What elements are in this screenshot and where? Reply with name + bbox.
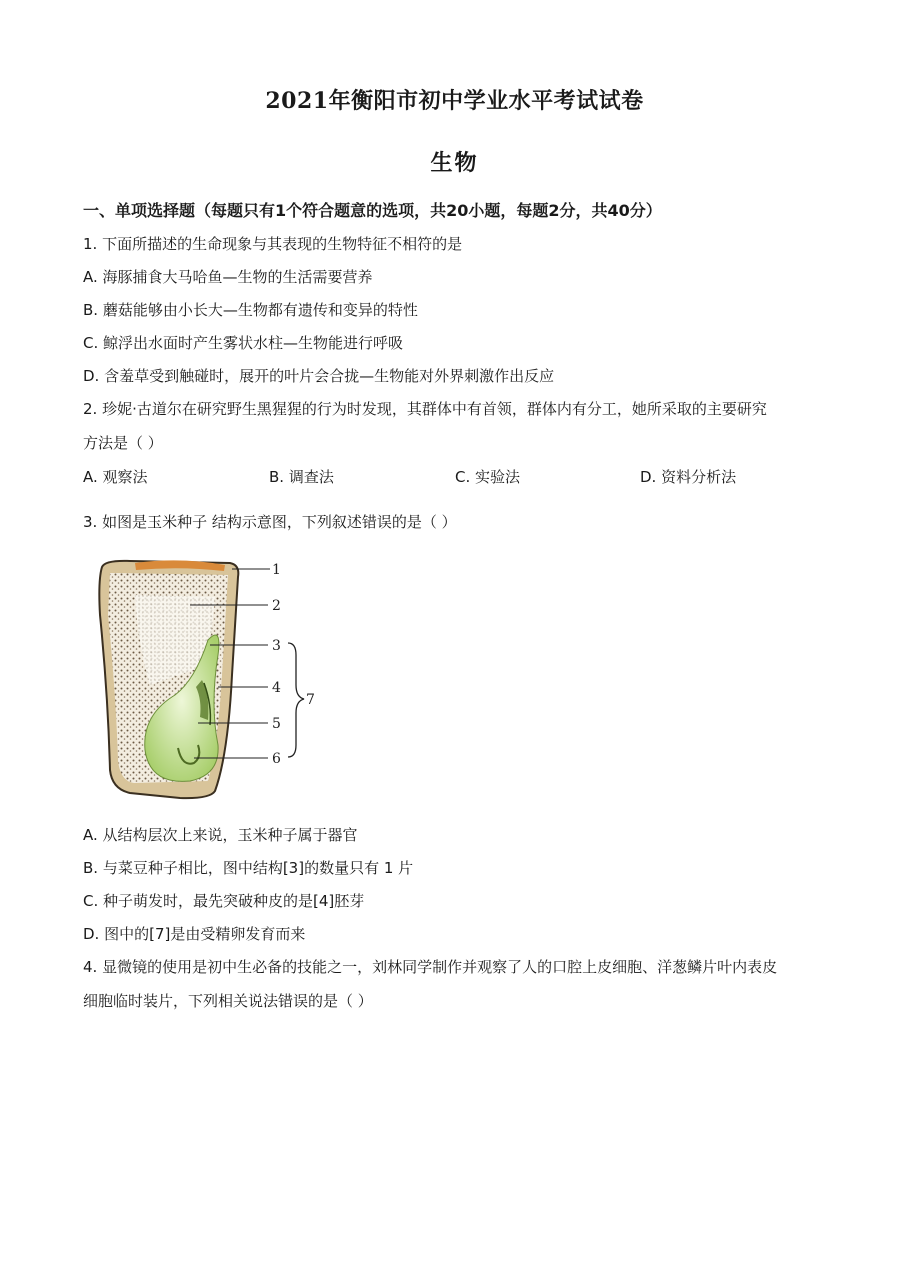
label-4: 4 <box>272 680 281 696</box>
question-1-option-c: C. 鲸浮出水面时产生雾状水柱—生物能进行呼吸 <box>83 334 404 352</box>
brace-7 <box>288 643 304 757</box>
question-3-option-a: A. 从结构层次上来说，玉米种子属于器官 <box>83 826 358 844</box>
question-4-stem-line1: 4. 显微镜的使用是初中生必备的技能之一，刘林同学制作并观察了人的口腔上皮细胞、洋葱鳞片叶内表皮 <box>83 958 778 976</box>
label-3: 3 <box>272 638 281 654</box>
label-5: 5 <box>272 716 281 732</box>
question-1-stem: 1. 下面所描述的生命现象与其表现的生物特征不相符的是 <box>83 235 463 253</box>
question-1-option-b: B. 蘑菇能够由小长大—生物都有遗传和变异的特性 <box>83 301 418 319</box>
question-4-stem-line2: 细胞临时装片，下列相关说法错误的是（ ） <box>83 992 373 1010</box>
question-3-option-c: C. 种子萌发时，最先突破种皮的是[4]胚芽 <box>83 892 365 910</box>
question-2-option-d: D. 资料分析法 <box>640 468 737 486</box>
question-3-option-b: B. 与菜豆种子相比，图中结构[3]的数量只有 1 片 <box>83 859 414 877</box>
label-6: 6 <box>272 751 281 767</box>
label-7: 7 <box>306 692 315 708</box>
question-1-option-a: A. 海豚捕食大马哈鱼—生物的生活需要营养 <box>83 268 373 286</box>
question-3-option-d: D. 图中的[7]是由受精卵发育而来 <box>83 925 306 943</box>
question-2-option-b: B. 调查法 <box>269 468 334 486</box>
corn-seed-diagram <box>90 555 330 800</box>
section-heading: 一、单项选择题（每题只有1个符合题意的选项，共20小题，每题2分，共40分） <box>83 201 662 220</box>
question-1-option-d: D. 含羞草受到触碰时，展开的叶片会合拢—生物能对外界刺激作出反应 <box>83 367 555 385</box>
label-2: 2 <box>272 598 281 614</box>
question-3-stem: 3. 如图是玉米种子 结构示意图，下列叙述错误的是（ ） <box>83 513 457 531</box>
label-1: 1 <box>272 562 281 578</box>
question-2-stem-line2: 方法是（ ） <box>83 434 163 452</box>
exam-title: 2021年衡阳市初中学业水平考试试卷 <box>265 88 644 114</box>
question-2-option-c: C. 实验法 <box>455 468 521 486</box>
subject-title: 生物 <box>430 150 479 176</box>
question-2-option-a: A. 观察法 <box>83 468 148 486</box>
question-2-stem-line1: 2. 珍妮·古道尔在研究野生黑猩猩的行为时发现，其群体中有首领，群体内有分工，她所采取的主要研究 <box>83 400 767 418</box>
